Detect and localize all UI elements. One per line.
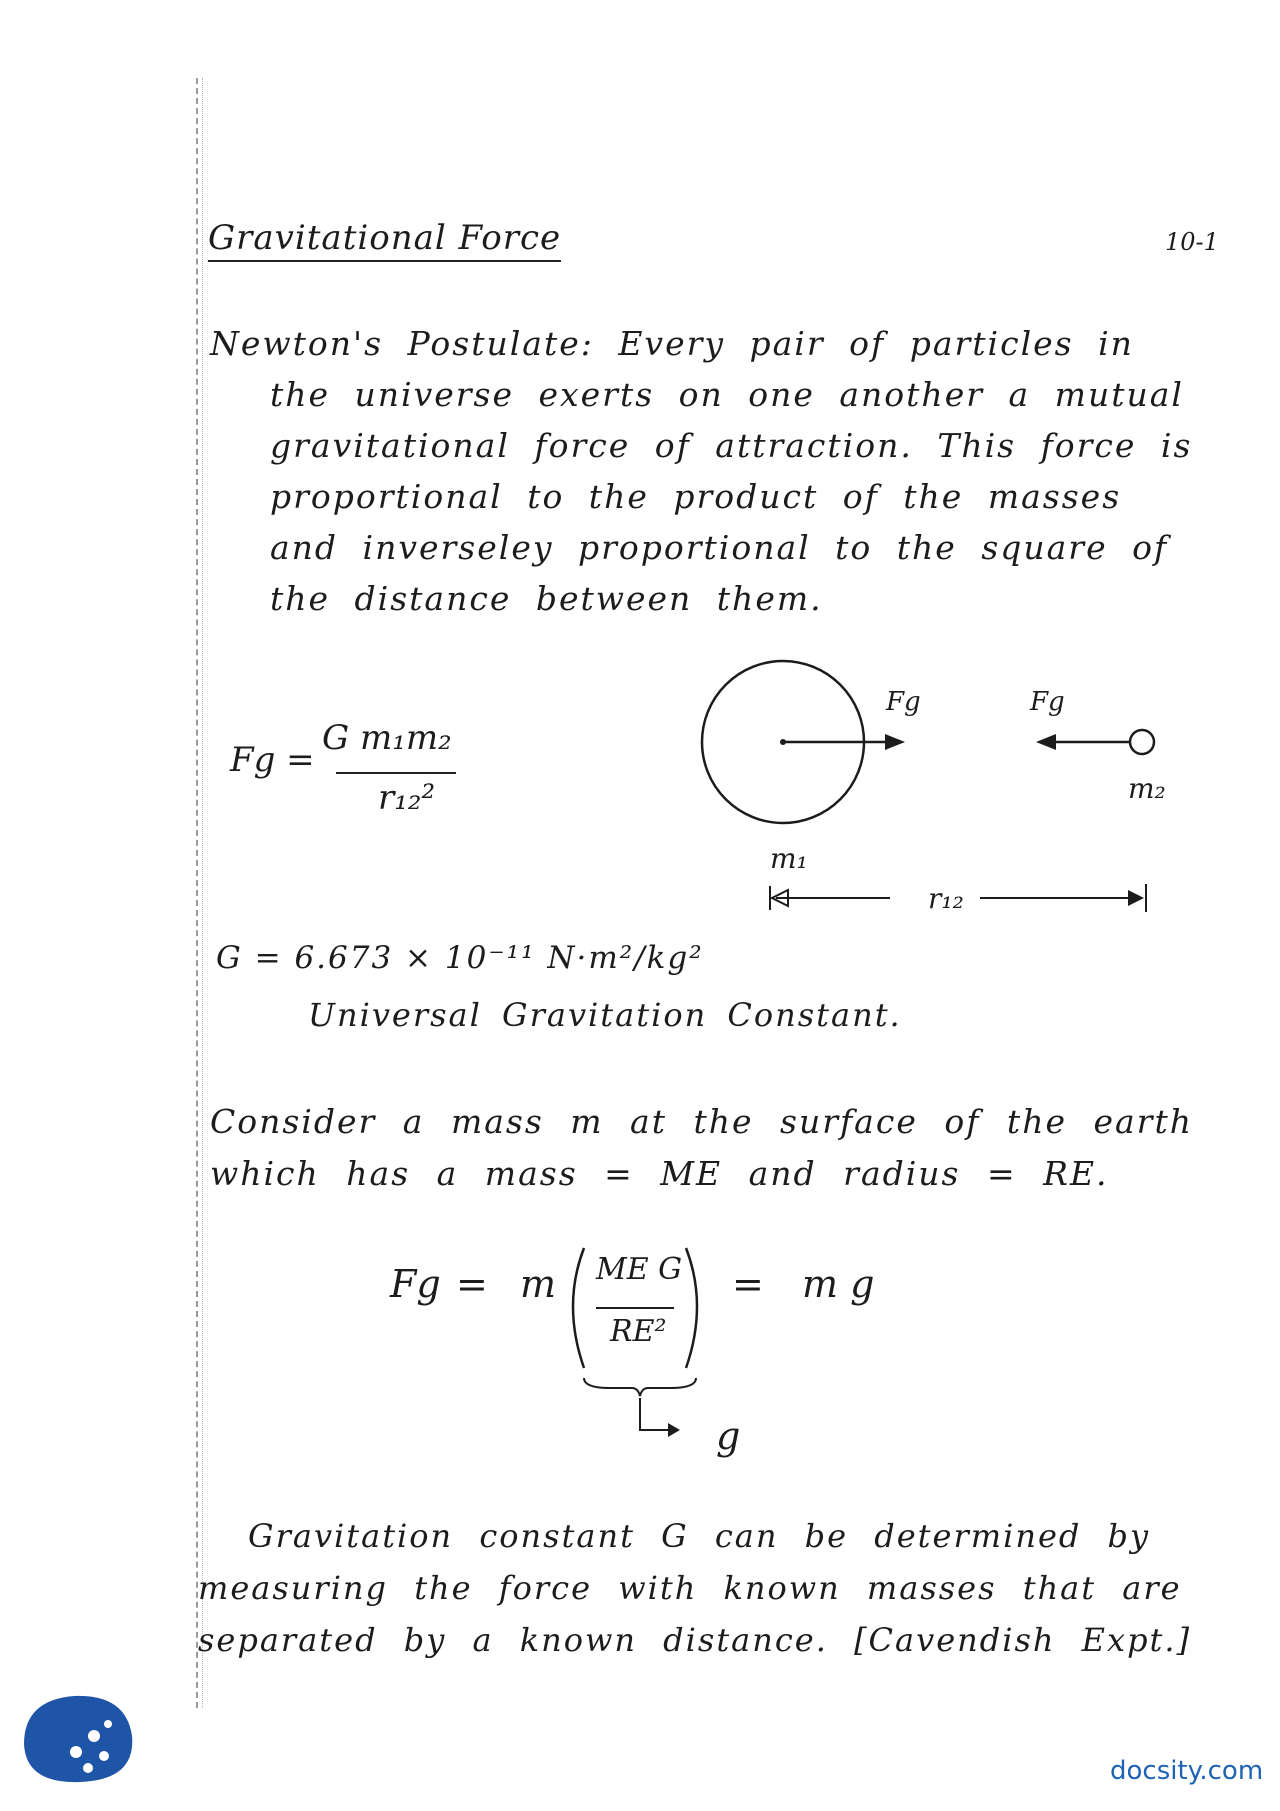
- eq2-mass: m: [520, 1262, 557, 1306]
- mass-2-label: m₂: [1128, 772, 1166, 805]
- surface-gravity-equation: [390, 1240, 950, 1480]
- distance-label: r₁₂: [928, 882, 964, 915]
- eq2-equals-1: =: [456, 1262, 488, 1306]
- formula-fraction-bar: [336, 772, 456, 774]
- postulate-first-line: Newton's Postulate: Every pair of particles in: [210, 324, 1134, 363]
- force-arrow-2-head: [1036, 734, 1056, 750]
- newtons-postulate: [210, 318, 1210, 624]
- gravitational-constant-value: G = 6.673 × 10⁻¹¹ N·m²/kg²: [216, 940, 704, 976]
- mass-2-circle: [1130, 730, 1154, 754]
- page-number: 10-1: [1165, 228, 1219, 256]
- force-label-1: Fg: [886, 687, 921, 717]
- mass-1-label: m₁: [770, 842, 808, 875]
- margin-line-secondary: [202, 78, 203, 1708]
- eq2-equals-2: =: [732, 1262, 764, 1306]
- formula-denominator: r₁₂²: [378, 778, 436, 818]
- earth-mass-paragraph: Consider a mass m at the surface of the earth which has a mass = ME and radius = RE.: [210, 1102, 1193, 1193]
- eq2-numerator: ME G: [596, 1252, 683, 1287]
- gravitational-constant-label: Universal Gravitation Constant.: [308, 996, 902, 1034]
- formula-numerator: G m₁m₂: [322, 718, 452, 758]
- docsity-watermark: docsity.com: [1110, 1756, 1264, 1786]
- two-mass-diagram: [680, 650, 1200, 930]
- measure-body: measuring the force with known masses that are separated by a known distance. [Cavendish Expt.]: [198, 1569, 1192, 1659]
- eq2-rhs: m g: [802, 1262, 875, 1306]
- formula-lhs: Fg =: [230, 740, 315, 780]
- distance-arrow-right: [1128, 890, 1144, 906]
- force-arrow-1-head: [885, 734, 905, 750]
- postulate-body: the universe exerts on one another a mutual gravitational force of attraction. This force is proportional to the product of the masses and inverseley proportional to the square of the distance between them.: [270, 375, 1193, 618]
- eq2-underbrace-arrow: [580, 1372, 700, 1452]
- measure-first-line: Gravitation constant G can be determined by: [248, 1517, 1151, 1555]
- page-title: Gravitational Force: [208, 218, 561, 262]
- eq2-lhs: Fg: [390, 1262, 441, 1306]
- force-label-2: Fg: [1030, 687, 1065, 717]
- docsity-logo: [16, 1688, 140, 1788]
- eq2-denominator: RE²: [610, 1314, 667, 1349]
- margin-line: [196, 78, 198, 1708]
- cavendish-paragraph: [198, 1510, 1208, 1666]
- eq2-g-label: g: [716, 1414, 741, 1458]
